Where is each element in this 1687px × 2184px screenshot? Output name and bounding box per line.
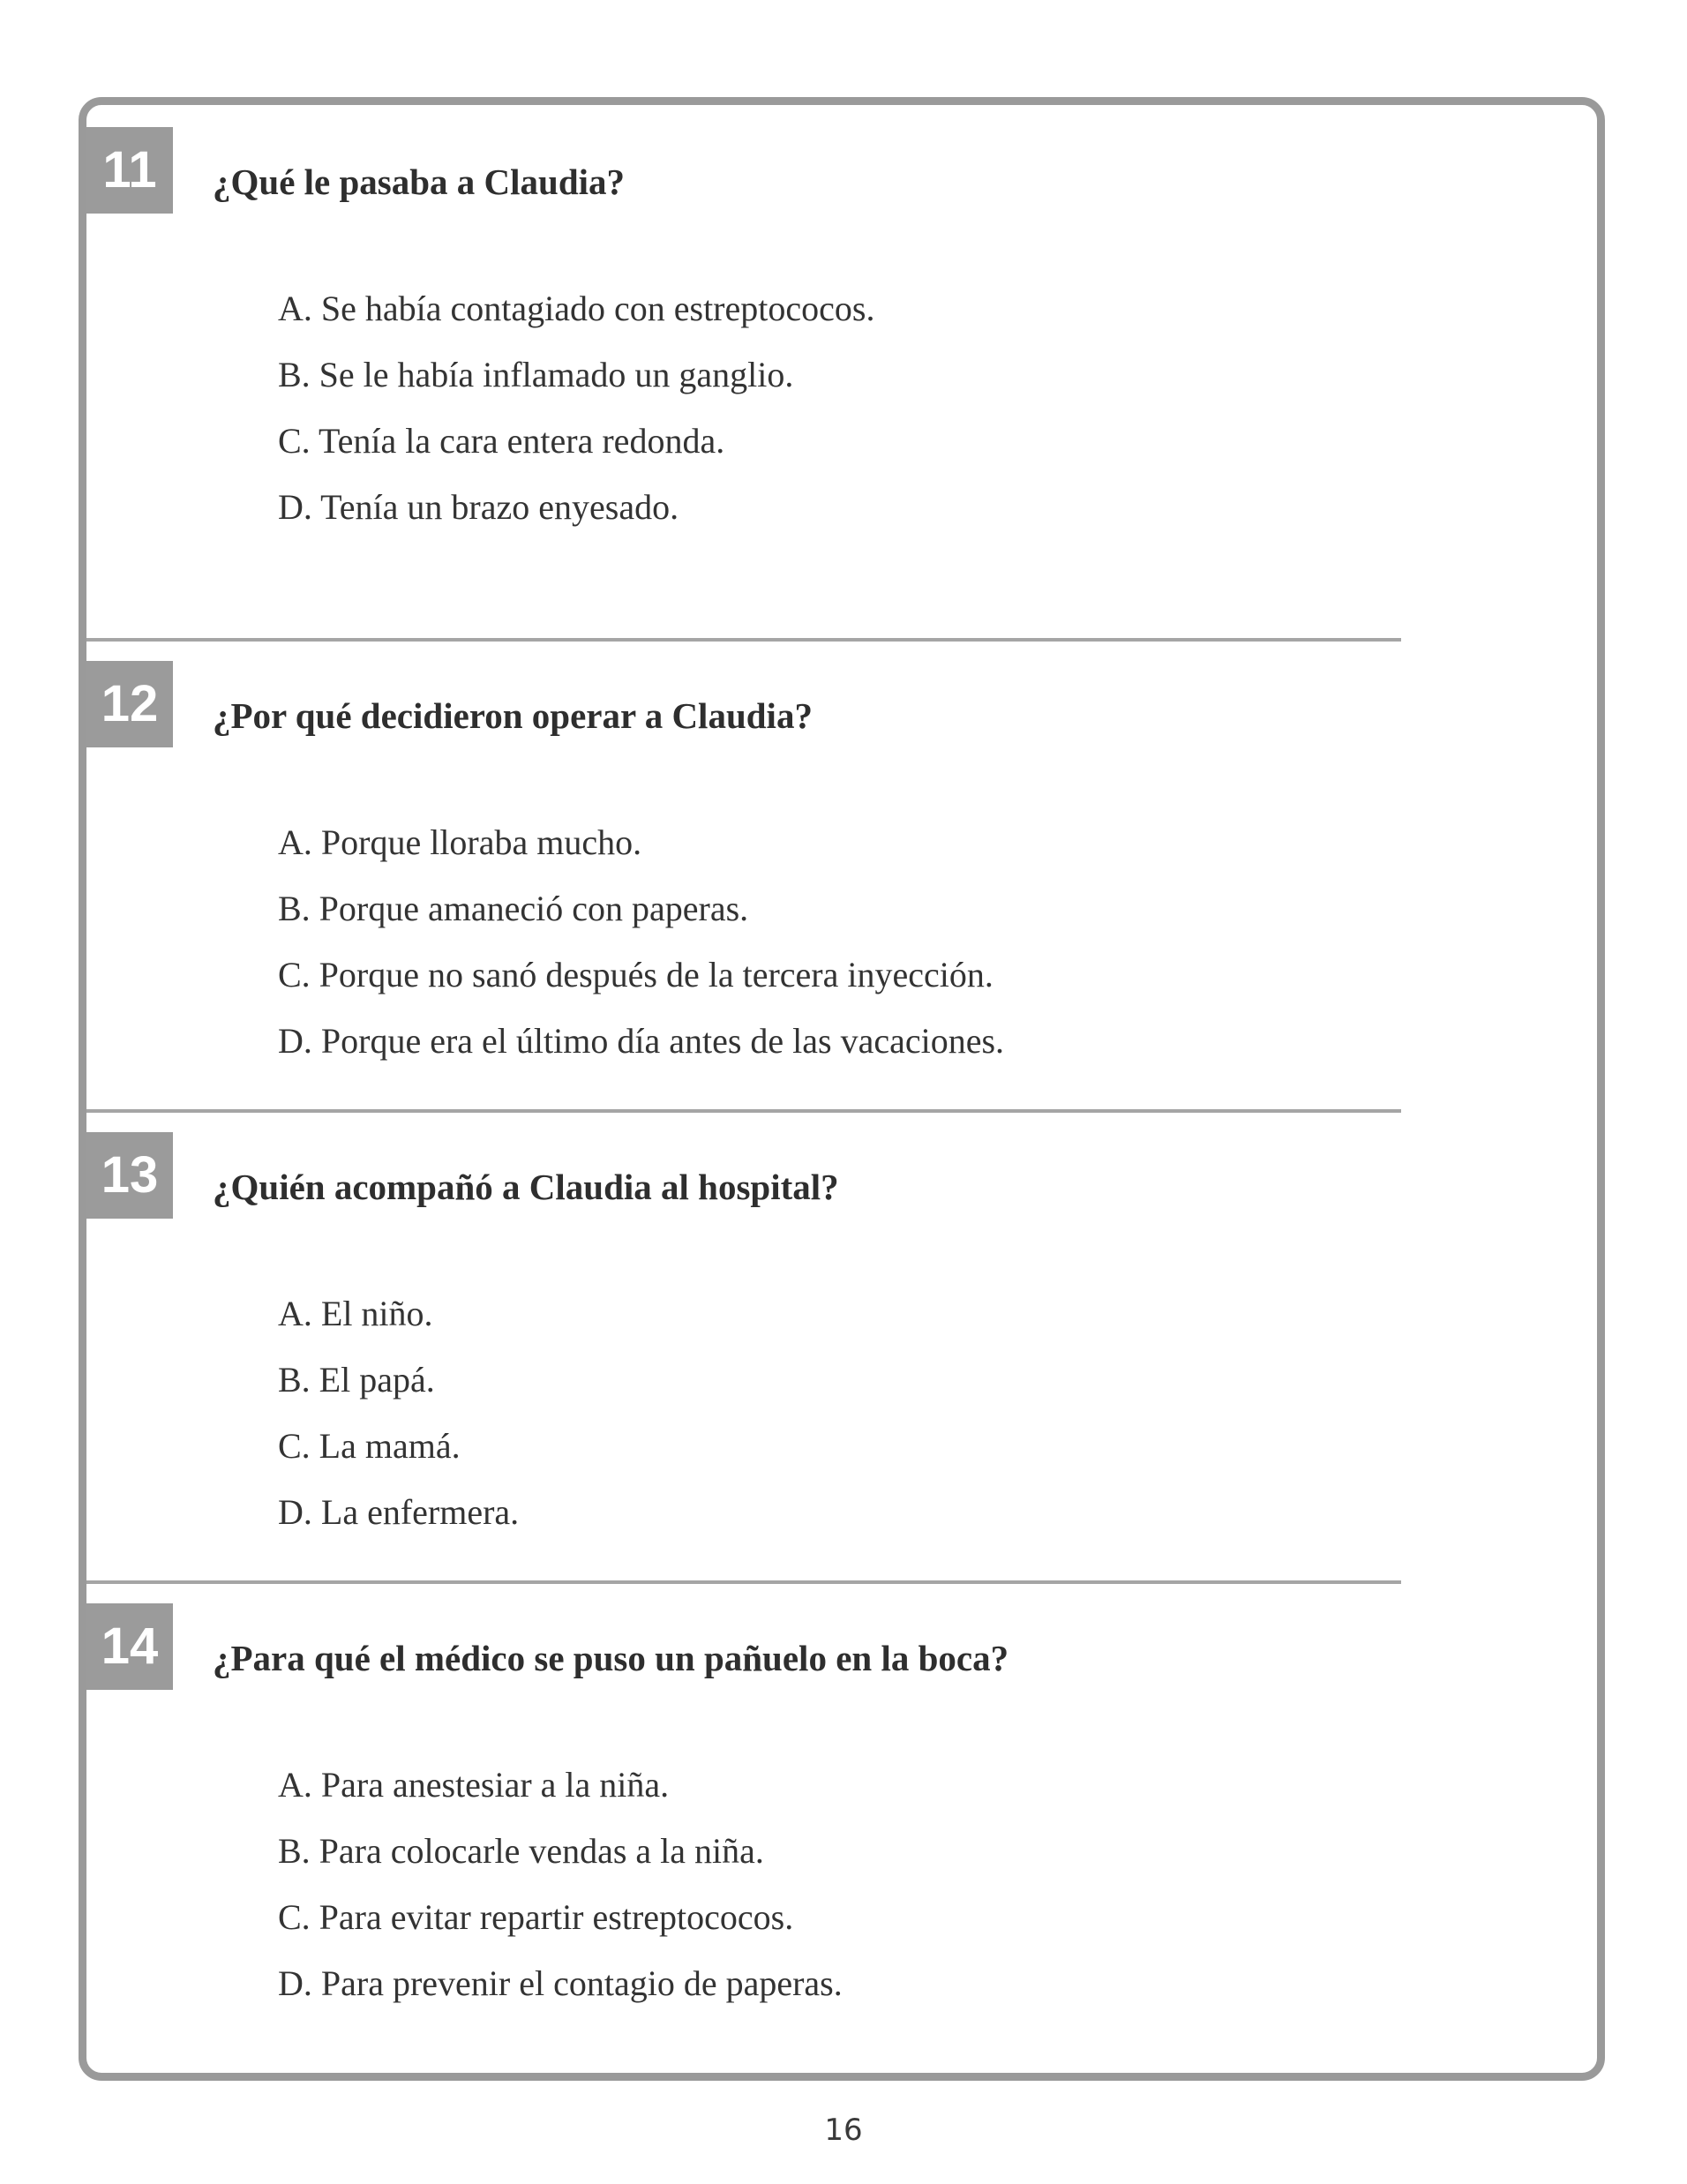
option-c: C. Porque no sanó después de la tercera inyección. — [278, 955, 993, 994]
question-text: ¿Qué le pasaba a Claudia? — [213, 161, 626, 202]
option-d: D. La enfermera. — [278, 1492, 520, 1532]
option-c: C. Para evitar repartir estreptococos. — [278, 1897, 794, 1937]
question-number-badge: 14 — [86, 1603, 173, 1690]
answer-options — [278, 1752, 843, 2016]
option-c: C. Tenía la cara entera redonda. — [278, 421, 725, 461]
question-text: ¿Para qué el médico se puso un pañuelo en la boca? — [213, 1638, 1009, 1678]
option-d: D. Para prevenir el contagio de paperas. — [278, 1963, 843, 2003]
option-a: A. Se había contagiado con estreptococos. — [278, 289, 875, 328]
question-number-badge: 12 — [86, 661, 173, 747]
question-number-badge: 11 — [86, 127, 173, 214]
section-divider — [86, 1580, 1401, 1584]
option-a: A. Porque lloraba mucho. — [278, 822, 642, 862]
question-number-badge: 13 — [86, 1132, 173, 1219]
answer-options — [278, 275, 874, 540]
section-divider — [86, 638, 1401, 642]
section-divider — [86, 1109, 1401, 1113]
page-number: 16 — [824, 2113, 863, 2148]
option-b: B. Para colocarle vendas a la niña. — [278, 1831, 764, 1871]
option-d: D. Porque era el último día antes de las vacaciones. — [278, 1021, 1005, 1061]
answer-options — [278, 809, 1004, 1074]
option-b: B. Porque amaneció con paperas. — [278, 889, 749, 928]
question-text: ¿Por qué decidieron operar a Claudia? — [213, 695, 813, 736]
answer-options — [278, 1280, 519, 1545]
option-b: B. El papá. — [278, 1360, 435, 1400]
option-d: D. Tenía un brazo enyesado. — [278, 487, 679, 527]
option-a: A. El niño. — [278, 1294, 433, 1333]
question-frame — [79, 97, 1605, 2081]
option-b: B. Se le había inflamado un ganglio. — [278, 355, 794, 394]
option-a: A. Para anestesiar a la niña. — [278, 1765, 670, 1805]
option-c: C. La mamá. — [278, 1426, 461, 1466]
question-text: ¿Quién acompañó a Claudia al hospital? — [213, 1167, 839, 1207]
